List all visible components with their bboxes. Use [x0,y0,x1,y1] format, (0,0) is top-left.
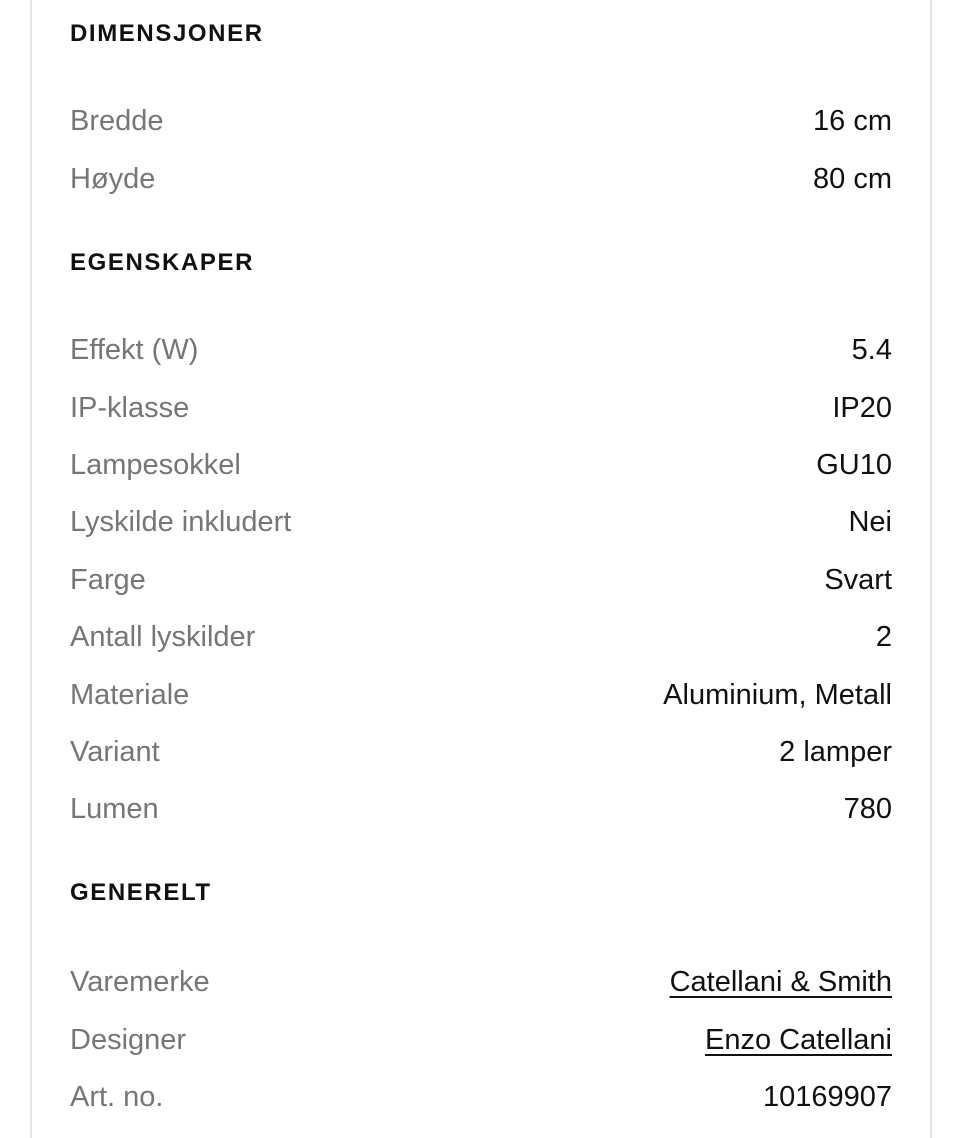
spec-row-article-number [70,1069,892,1126]
spec-value: 5.4 [851,334,892,367]
spec-row-light-source-count [70,609,892,666]
spec-row-material [70,666,892,723]
spec-label: Effekt (W) [70,334,199,367]
spec-value: Aluminium, Metall [663,678,892,711]
spec-value: GU10 [816,448,892,481]
spec-list-dimensions [70,93,892,208]
spec-row-brand [70,954,892,1011]
spec-row-effect [70,322,892,379]
section-properties [70,248,892,839]
spec-row-variant [70,724,892,781]
spec-label: Bredde [70,105,164,138]
spec-row-width [70,93,892,150]
spec-label: Variant [70,735,160,768]
spec-value: Svart [824,563,892,596]
spec-list-general [70,954,892,1126]
designer-link[interactable]: Enzo Catellani [705,1023,892,1056]
spec-value: Nei [848,506,892,539]
spec-value [705,1012,892,1069]
spec-label: Høyde [70,162,156,195]
spec-label: Lumen [70,793,159,826]
product-specifications-panel [30,0,932,1138]
spec-list-properties [70,322,892,839]
spec-label: IP-klasse [70,391,190,424]
spec-label: Farge [70,563,146,596]
spec-value: 780 [843,793,892,826]
spec-label: Antall lyskilder [70,621,256,654]
spec-row-lumen [70,781,892,838]
spec-value: IP20 [832,391,892,424]
section-title-properties: EGENSKAPER [70,249,255,276]
spec-row-color [70,552,892,609]
spec-value: 2 lamper [779,735,892,768]
spec-value: 10169907 [762,1080,892,1113]
spec-row-ip-class [70,379,892,436]
brand-link[interactable]: Catellani & Smith [669,966,892,999]
spec-value [670,954,892,1011]
spec-row-height [70,150,892,207]
section-title-dimensions: DIMENSJONER [70,20,264,47]
section-title-general: GENERELT [70,879,212,906]
spec-row-lamp-socket [70,437,892,494]
section-dimensions [70,19,892,208]
spec-label: Materiale [70,678,190,711]
spec-value: 80 cm [813,162,892,195]
spec-label: Designer [70,1023,187,1056]
spec-row-light-source-included [70,494,892,551]
spec-label: Varemerke [70,966,210,999]
section-general [70,878,892,1126]
spec-label: Lyskilde inkludert [70,506,292,539]
spec-label: Lampesokkel [70,448,241,481]
spec-value: 2 [875,621,892,654]
spec-value: 16 cm [813,105,892,138]
spec-row-designer [70,1011,892,1068]
spec-label: Art. no. [70,1080,164,1113]
